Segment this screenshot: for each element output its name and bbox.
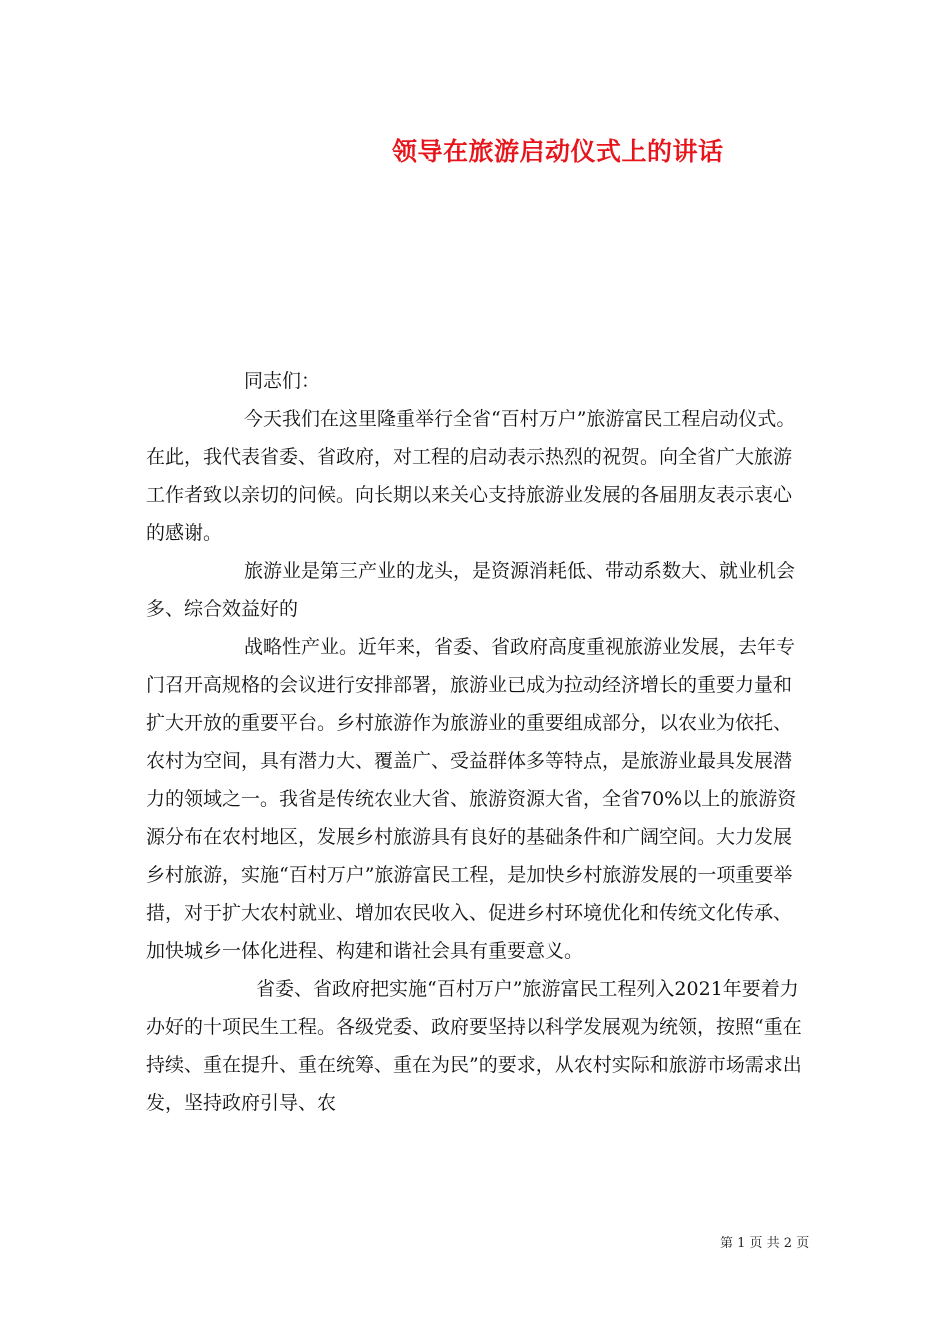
paragraph-3: 战略性产业。近年来，省委、省政府高度重视旅游业发展，去年专门召开高规格的会议进行安排部署，旅游业已成为拉动经济增长的重要力量和扩大开放的重要平台。乡村旅游作为旅游业的重要组成部分，以农业为依托、农村为空间，具有潜力大、覆盖广、受益群体多等特点，是旅游业最具发展潜力的领域之一。我省是传统农业大省、旅游资源大省，全省70%以上的旅游资源分布在农村地区，发展乡村旅游具有良好的基础条件和广阔空间。大力发展乡村旅游，实施“百村万户”旅游富民工程，是加快乡村旅游发展的一项重要举措，对于扩大农村就业、增加农民收入、促进乡村环境优化和传统文化传承、加快城乡一体化进程、构建和谐社会具有重要意义。: [146, 636, 797, 962]
page-number: 第 1 页 共 2 页: [720, 1236, 810, 1251]
paragraph-2: 旅游业是第三产业的龙头，是资源消耗低、带动系数大、就业机会多、综合效益好的: [146, 560, 796, 620]
greeting: 同志们：: [244, 370, 321, 392]
paragraph-4: 省委、省政府把实施“百村万户”旅游富民工程列入2021年要着力办好的十项民生工程。各级党委、政府要坚持以科学发展观为统领，按照“重在持续、重在提升、重在统筹、重在为民”的要求，从农村实际和旅游市场需求出发，坚持政府引导、农: [146, 978, 802, 1114]
document-body: [146, 362, 806, 1122]
document-title: 领导在旅游启动仪式上的讲话: [392, 137, 724, 166]
paragraph-1: 今天我们在这里隆重举行全省“百村万户”旅游富民工程启动仪式。在此，我代表省委、省政府，对工程的启动表示热烈的祝贺。向全省广大旅游工作者致以亲切的问候。向长期以来关心支持旅游业发展的各届朋友表示衷心的感谢。: [146, 408, 796, 544]
